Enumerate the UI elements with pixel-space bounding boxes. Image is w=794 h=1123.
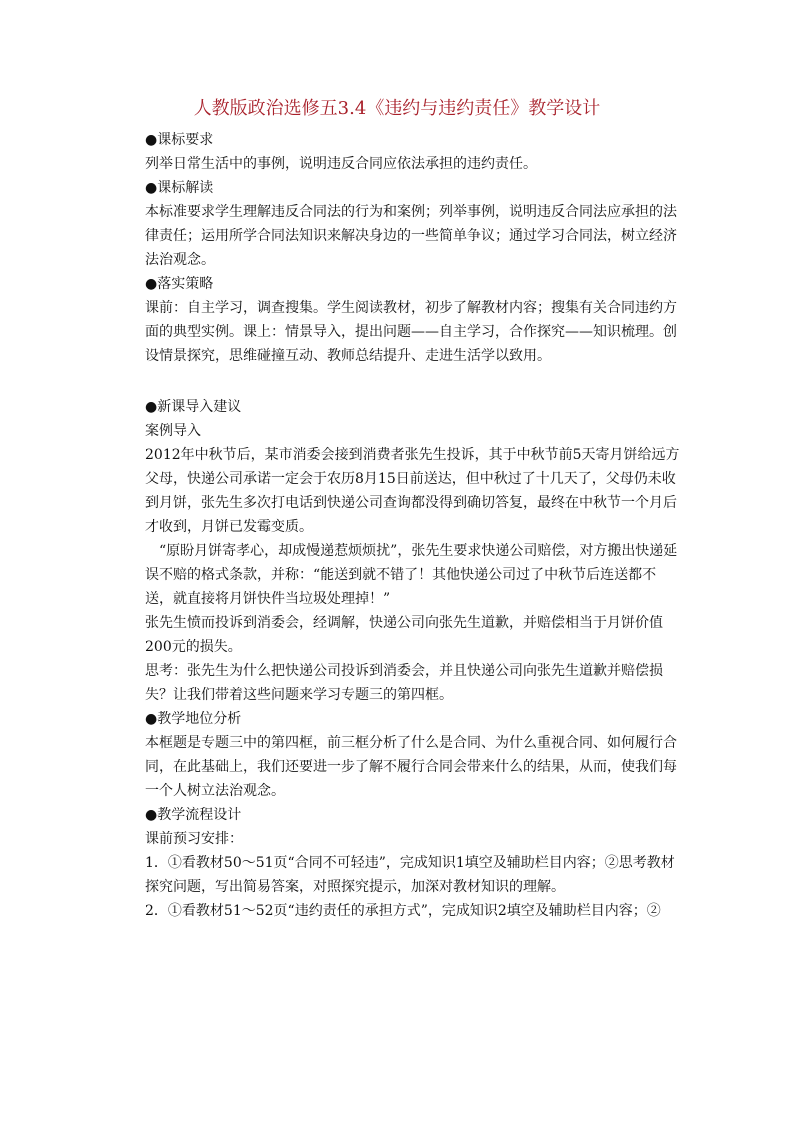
paragraph: 课前：自主学习，调查搜集。学生阅读教材，初步了解教材内容；搜集有关合同违约方面的典型实例。课上：情景导入，提出问题——自主学习，合作探究——知识梳理。创设情景探究，思维碰撞互动、教师总结提升、走进生活学以致用。 [145, 300, 677, 364]
paragraph: “原盼月饼寄孝心，却成慢递惹烦烦扰”，张先生要求快递公司赔偿，对方搬出快递延误不赔的格式条款，并称：“能送到就不错了！其他快递公司过了中秋节后连送都不送，就直接将月饼快件当垃圾处理掉！” [145, 543, 678, 607]
section-heading-implementation-strategy: ●落实策略 [145, 276, 214, 292]
paragraph: 2012年中秋节后，某市消委会接到消费者张先生投诉，其于中秋节前5天寄月饼给远方父母，快递公司承诺一定会于农历8月15日前送达，但中秋过了十几天了，父母仍未收到月饼，张先生多次打电话到快递公司查询都没得到确切答复，最终在中秋节一个月后才收到，月饼已发霉变质。 [145, 447, 680, 535]
section-heading-standard-interpretation: ●课标解读 [145, 180, 214, 196]
paragraph: 张先生愤而投诉到消委会，经调解，快递公司向张先生道歉，并赔偿相当于月饼价值200元的损失。 [145, 615, 663, 655]
document-body [145, 128, 681, 923]
paragraph: 列举日常生活中的事例，说明违反合同应依法承担的违约责任。 [145, 156, 537, 172]
document-title: 人教版政治选修五3.4《违约与违约责任》教学设计 [193, 98, 601, 119]
paragraph: 2．①看教材51～52页“违约责任的承担方式”，完成知识2填空及辅助栏目内容；② [145, 903, 661, 919]
section-heading-teaching-position: ●教学地位分析 [145, 711, 242, 727]
paragraph: 本标准要求学生理解违反合同法的行为和案例；列举事例，说明违反合同法应承担的法律责任；运用所学合同法知识来解决身边的一些简单争议；通过学习合同法，树立经济法治观念。 [145, 204, 677, 268]
section-heading-lesson-intro: ●新课导入建议 [145, 399, 242, 415]
paragraph: 1．①看教材50～51页“合同不可轻违”，完成知识1填空及辅助栏目内容；②思考教材探究问题，写出简易答案，对照探究提示，加深对教材知识的理解。 [145, 855, 675, 895]
section-heading-teaching-flow: ●教学流程设计 [145, 807, 242, 823]
paragraph: 案例导入 [145, 423, 201, 439]
paragraph: 本框题是专题三中的第四框，前三框分析了什么是合同、为什么重视合同、如何履行合同，在此基础上，我们还要进一步了解不履行合同会带来什么的结果，从而，使我们每一个人树立法治观念。 [145, 735, 677, 799]
section-heading-course-standard: ●课标要求 [145, 132, 214, 148]
paragraph: 课前预习安排： [145, 831, 243, 847]
spacer [145, 368, 681, 395]
paragraph: 思考：张先生为什么把快递公司投诉到消委会，并且快递公司向张先生道歉并赔偿损失？让我们带着这些问题来学习专题三的第四框。 [145, 663, 663, 703]
